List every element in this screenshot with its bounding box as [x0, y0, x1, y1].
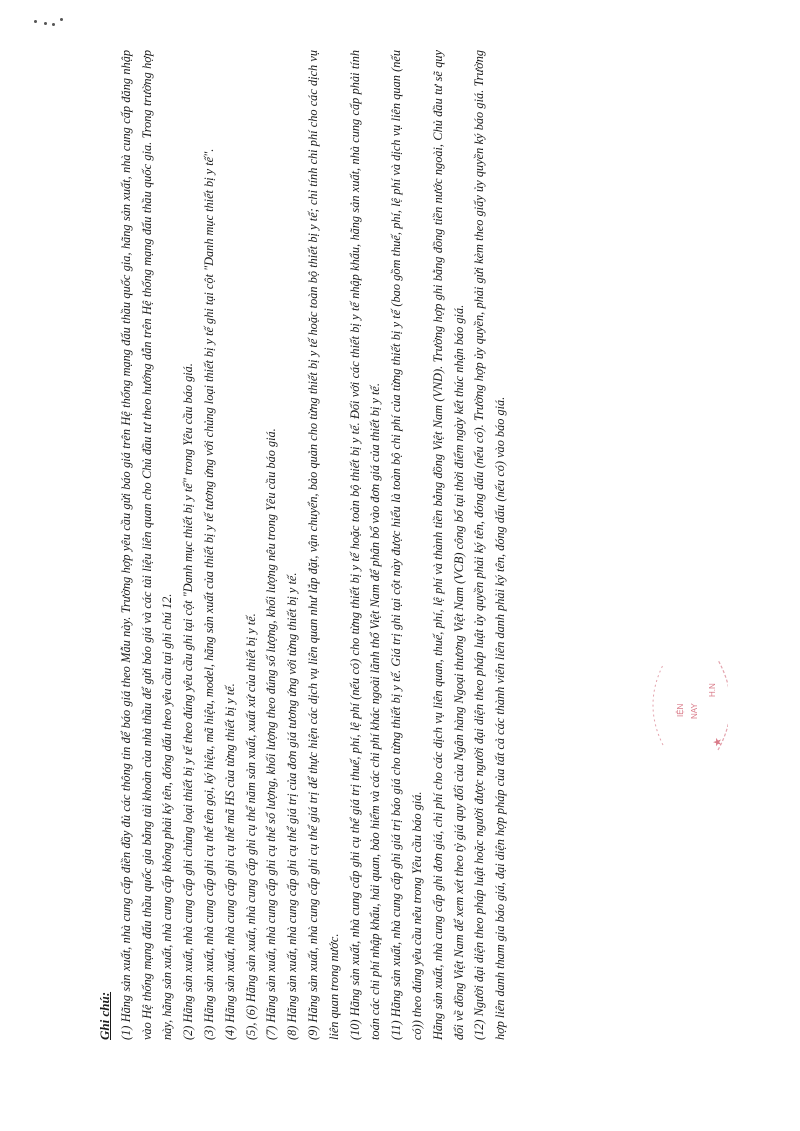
note-5-6: (5), (6) Hãng sản xuất, nhà cung cấp ghi cụ thể năm sản xuất, xuất xứ của thiết bị y tế.	[243, 613, 258, 1040]
note-3: (3) Hãng sản xuất, nhà cung cấp ghi cụ thể tên gọi, ký hiệu, mã hiệu, model, hãng sản xuất của thiết bị y tế tương ứng với chủng loại thiết bị y tế ghi tại cột "Danh mục thiết bị y tế".	[201, 148, 216, 1040]
company-seal-stamp	[648, 640, 728, 770]
note-11-currency: Hãng sản xuất, nhà cung cấp ghi đơn giá, chi phí cho các dịch vụ liên quan, thuế, phí, lệ phí và thành tiền bằng đồng Việt Nam (VND). Trường hợp ghi bằng đồng tiền nước ngoài, Chủ đầu tư sẽ quy đổi về đồng Việt Nam để xem xét theo tỷ giá quy đổi của Ngân hàng Ngoại thương Việt Nam (VCB) công bố tại thời điểm ngày kết thúc nhận báo giá.	[430, 50, 466, 1040]
svg-text:IỆN: IỆN	[676, 703, 685, 717]
notes-heading: Ghi chú:	[97, 991, 112, 1040]
note-1: (1) Hãng sản xuất, nhà cung cấp điền đầy đủ các thông tin để báo giá theo Mẫu này. Trường hợp yêu cầu gửi báo giá trên Hệ thống mạng đấu thầu quốc gia, hãng sản xuất, nhà cung cấp đăng nhập vào Hệ thống mạng đấu thầu quốc gia bằng tài khoản của nhà thầu để gửi báo giá và các tài liệu liên quan cho Chủ đầu tư theo hướng dẫn trên Hệ thống mạng đấu thầu quốc gia. Trong trường hợp này, hãng sản xuất, nhà cung cấp không phải ký tên, đóng dấu theo yêu cầu tại ghi chú 12.	[118, 50, 175, 1040]
note-11: (11) Hãng sản xuất, nhà cung cấp ghi giá trị báo giá cho từng thiết bị y tế. Giá trị ghi tại cột này được hiểu là toàn bộ chi phí của từng thiết bị y tế (bao gồm thuế, phí, lệ phí và dịch vụ liên quan (nếu có)) theo đúng yêu cầu nêu trong Yêu cầu báo giá.	[389, 50, 424, 1040]
svg-text:★: ★	[712, 737, 724, 747]
note-8: (8) Hãng sản xuất, nhà cung cấp ghi cụ thể giá trị của đơn giá tương ứng với từng thiết bị y tế.	[285, 572, 300, 1040]
note-2: (2) Hãng sản xuất, nhà cung cấp ghi chủng loại thiết bị y tế theo đúng yêu cầu ghi tại cột "Danh mục thiết bị y tế" trong Yêu cầu báo giá.	[181, 363, 196, 1040]
notes-section	[95, 50, 511, 1040]
scan-artifact-dots	[34, 18, 64, 32]
svg-text:H.N: H.N	[708, 683, 717, 697]
note-9: (9) Hãng sản xuất, nhà cung cấp ghi cụ thể giá trị để thực hiện các dịch vụ liên quan như lắp đặt, vận chuyển, bảo quản cho từng thiết bị y tế hoặc toàn bộ thiết bị y tế; chỉ tính chi phí cho các dịch vụ liên quan trong nước.	[305, 50, 341, 1040]
note-7: (7) Hãng sản xuất, nhà cung cấp ghi cụ thể số lượng, khối lượng theo đúng số lượng, khối lượng nêu trong Yêu cầu báo giá.	[264, 428, 279, 1040]
svg-text:NAY: NAY	[690, 703, 699, 719]
note-12: (12) Người đại diện theo pháp luật hoặc người được người đại diện theo pháp luật ủy quyền phải ký tên, đóng dấu (nếu có). Trường hợp ủy quyền, phải gửi kèm theo giấy ủy quyền ký báo giá. Trường hợp liên danh tham gia báo giá, đại diện hợp pháp của tất cả các thành viên liên danh phải ký tên, đóng dấu (nếu có) vào báo giá.	[472, 50, 508, 1040]
note-4: (4) Hãng sản xuất, nhà cung cấp ghi cụ thể mã HS của từng thiết bị y tế.	[222, 683, 237, 1040]
note-10: (10) Hãng sản xuất, nhà cung cấp ghi cụ thể giá trị thuế, phí, lệ phí (nếu có) cho từng thiết bị y tế hoặc toàn bộ thiết bị y tế. Đối với các thiết bị y tế nhập khẩu, hãng sản xuất, nhà cung cấp phải tính toán các chi phí nhập khẩu, hải quan, bảo hiểm và các chi phí khác ngoài lãnh thổ Việt Nam để phân bổ vào đơn giá của thiết bị y tế.	[347, 50, 383, 1040]
